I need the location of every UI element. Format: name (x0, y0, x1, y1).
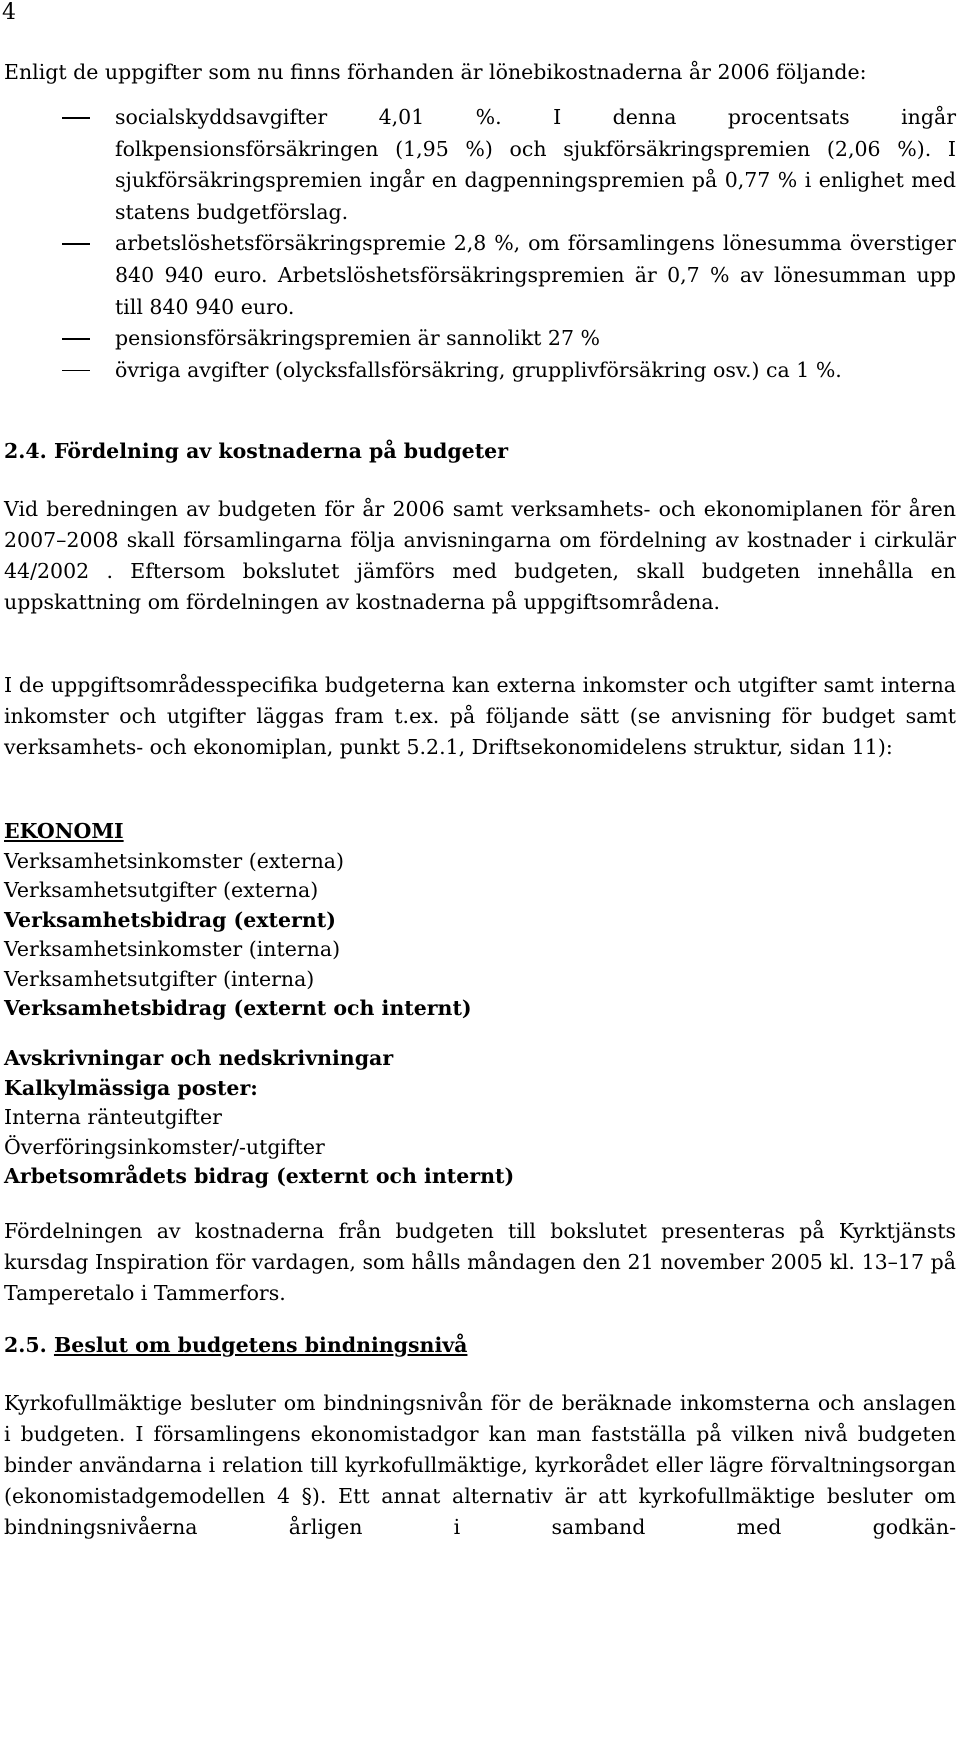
list-item: Interna ränteutgifter (4, 1105, 222, 1129)
section-2-4-paragraph-2: I de uppgiftsområdesspecifika budgeterna kan externa inkomster och utgifter samt interna inkomster och utgifter läggas fram t.ex. på följande sätt (se anvisning för budget samt verksamhets- och ekonomiplan, punkt 5.2.1, Driftsekonomidelens struktur, sidan 11): (4, 673, 956, 759)
section-2-5-paragraph-1: Kyrkofullmäktige besluter om bindningsnivån för de beräknade inkomsterna och anslagen i budgeten. I församlingens ekonomistadgor kan man fastställa på vilken nivå budgeten binder användarna i relation till kyrkofullmäktige, kyrkorådet eller lägre förvaltningsorgan (ekonomistadgemodellen 4 §). Ett annat alternativ är att kyrkofullmäktige besluter om bindningsnivåerna årligen i samband med godkän- (4, 1391, 956, 1539)
ekonomi-list (4, 817, 704, 1024)
section-2-4-paragraph-1: Vid beredningen av budgeten för år 2006 samt verksamhets- och ekonomiplanen för åren 2007–2008 skall församlingarna följa anvisningarna om fördelning av kostnader i cirkulär 44/2002 . Eftersom bokslutet jämförs med budgeten, skall budgeten innehålla en uppskattning om fördelningen av kostnaderna på uppgiftsområdena. (4, 497, 956, 614)
dash-bullet-icon (62, 370, 90, 372)
list-item: Verksamhetsinkomster (interna) (4, 937, 341, 961)
intro-paragraph: Enligt de uppgifter som nu finns förhanden är lönebikostnaderna år 2006 följande: (4, 60, 867, 84)
list-item: Verksamhetsutgifter (externa) (4, 878, 319, 902)
dash-bullet-icon (62, 338, 90, 340)
list-item: Verksamhetsbidrag (externt) (4, 907, 336, 932)
section-heading-2-4: 2.4. Fördelning av kostnaderna på budgeter (4, 439, 509, 463)
list-item: pensionsförsäkringspremien är sannolikt 27 % (4, 323, 956, 355)
section-title: Beslut om budgetens bindningsnivå (53, 1333, 468, 1357)
list-item: socialskyddsavgifter 4,01 %. I denna procentsats ingår folkpensionsförsäkringen (1,95 %) och sjukförsäkringspremien (2,06 %). I sjukförsäkringspremien ingår en dagpenningspremien på 0,77 % i enlighet med statens budgetförslag. (4, 102, 956, 228)
section-number: 2.5. (4, 1333, 47, 1357)
list-item: Verksamhetsutgifter (interna) (4, 966, 315, 991)
list-item: Arbetsområdets bidrag (externt och internt) (4, 1164, 515, 1188)
ekonomi-title: EKONOMI (4, 819, 124, 843)
dash-bullet-icon (62, 117, 90, 119)
cost-bullet-list (4, 102, 956, 386)
list-item: Verksamhetsbidrag (externt och internt) (4, 996, 472, 1020)
list-item: arbetslöshetsförsäkringspremie 2,8 %, om församlingens lönesumma överstiger 840 940 euro. Arbetslöshetsförsäkringspremien är 0,7 % av lönesumman upp till 840 940 euro. (4, 228, 956, 323)
page-number: 4 (2, 0, 16, 25)
list-item: övriga avgifter (olycksfallsförsäkring, grupplivförsäkring osv.) ca 1 %. (4, 355, 956, 387)
list-item: Avskrivningar och nedskrivningar (4, 1046, 394, 1070)
list-item: Överföringsinkomster/-utgifter (4, 1134, 325, 1159)
depreciation-list (4, 1044, 704, 1192)
list-item: Kalkylmässiga poster: (4, 1075, 258, 1100)
section-heading-2-5 (4, 1330, 467, 1360)
section-2-4-paragraph-3: Fördelningen av kostnaderna från budgeten till bokslutet presenteras på Kyrktjänsts kursdag Inspiration för vardagen, som hålls måndagen den 21 november 2005 kl. 13–17 på Tamperetalo i Tammerfors. (4, 1219, 956, 1305)
list-item: Verksamhetsinkomster (externa) (4, 848, 345, 873)
dash-bullet-icon (62, 243, 90, 245)
